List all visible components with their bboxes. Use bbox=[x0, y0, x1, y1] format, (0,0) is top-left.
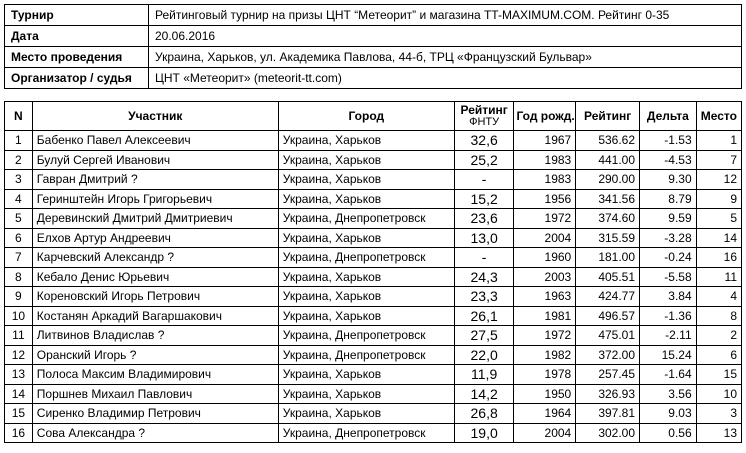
results-table bbox=[4, 101, 742, 443]
info-row-organizer bbox=[5, 68, 742, 89]
header-city: Город bbox=[278, 102, 454, 131]
cell-n: 10 bbox=[5, 306, 33, 326]
cell-birth-year: 1982 bbox=[514, 345, 576, 365]
cell-rating: 374.60 bbox=[576, 209, 640, 229]
table-row bbox=[5, 384, 742, 404]
cell-player: Деревинский Дмитрий Дмитриевич bbox=[32, 209, 278, 229]
cell-rating: 341.56 bbox=[576, 189, 640, 209]
info-row-venue bbox=[5, 47, 742, 68]
info-key: Турнир bbox=[5, 5, 149, 26]
header-place: Место bbox=[696, 102, 741, 131]
cell-rating-fntu: 23,3 bbox=[454, 287, 514, 307]
info-key: Организатор / судья bbox=[5, 68, 149, 89]
table-row bbox=[5, 423, 742, 443]
cell-city: Украина, Харьков bbox=[278, 150, 454, 170]
cell-n: 5 bbox=[5, 209, 33, 229]
cell-delta: 15.24 bbox=[640, 345, 697, 365]
cell-place: 2 bbox=[696, 326, 741, 346]
table-row bbox=[5, 228, 742, 248]
table-row bbox=[5, 365, 742, 385]
cell-place: 13 bbox=[696, 423, 741, 443]
cell-city: Украина, Днепропетровск bbox=[278, 423, 454, 443]
header-rating-fntu bbox=[454, 102, 514, 131]
cell-delta: -1.36 bbox=[640, 306, 697, 326]
cell-city: Украина, Харьков bbox=[278, 384, 454, 404]
cell-delta: 0.56 bbox=[640, 423, 697, 443]
cell-birth-year: 1956 bbox=[514, 189, 576, 209]
cell-birth-year: 1978 bbox=[514, 365, 576, 385]
cell-n: 3 bbox=[5, 170, 33, 190]
cell-birth-year: 1950 bbox=[514, 384, 576, 404]
table-row bbox=[5, 248, 742, 268]
cell-rating: 536.62 bbox=[576, 131, 640, 151]
cell-rating-fntu: - bbox=[454, 248, 514, 268]
cell-rating-fntu: 13,0 bbox=[454, 228, 514, 248]
cell-player: Сиренко Владимир Петрович bbox=[32, 404, 278, 424]
cell-place: 15 bbox=[696, 365, 741, 385]
cell-player: Оранский Игорь ? bbox=[32, 345, 278, 365]
cell-place: 5 bbox=[696, 209, 741, 229]
info-key: Дата bbox=[5, 26, 149, 47]
cell-n: 13 bbox=[5, 365, 33, 385]
header-rating-fntu-label: Рейтинг bbox=[460, 103, 508, 117]
info-value: Рейтинговый турнир на призы ЦНТ “Метеорит” и магазина TT-MAXIMUM.COM. Рейтинг 0-35 bbox=[149, 5, 742, 26]
header-rating-fntu-sub: ФНТУ bbox=[469, 116, 500, 128]
info-value: 20.06.2016 bbox=[149, 26, 742, 47]
cell-rating: 315.59 bbox=[576, 228, 640, 248]
table-row bbox=[5, 326, 742, 346]
cell-city: Украина, Харьков bbox=[278, 404, 454, 424]
cell-place: 3 bbox=[696, 404, 741, 424]
cell-place: 14 bbox=[696, 228, 741, 248]
cell-rating: 397.81 bbox=[576, 404, 640, 424]
cell-city: Украина, Харьков bbox=[278, 287, 454, 307]
cell-player: Булуй Сергей Иванович bbox=[32, 150, 278, 170]
cell-rating: 405.51 bbox=[576, 267, 640, 287]
cell-rating: 302.00 bbox=[576, 423, 640, 443]
cell-city: Украина, Харьков bbox=[278, 170, 454, 190]
cell-n: 1 bbox=[5, 131, 33, 151]
cell-delta: -5.58 bbox=[640, 267, 697, 287]
table-row bbox=[5, 170, 742, 190]
cell-delta: 9.59 bbox=[640, 209, 697, 229]
cell-birth-year: 2004 bbox=[514, 228, 576, 248]
cell-rating: 257.45 bbox=[576, 365, 640, 385]
table-row bbox=[5, 287, 742, 307]
cell-rating: 326.93 bbox=[576, 384, 640, 404]
cell-birth-year: 1967 bbox=[514, 131, 576, 151]
table-row bbox=[5, 345, 742, 365]
cell-rating: 290.00 bbox=[576, 170, 640, 190]
cell-city: Украина, Днепропетровск bbox=[278, 248, 454, 268]
cell-city: Украина, Харьков bbox=[278, 306, 454, 326]
cell-player: Елхов Артур Андреевич bbox=[32, 228, 278, 248]
cell-place: 4 bbox=[696, 287, 741, 307]
cell-n: 14 bbox=[5, 384, 33, 404]
cell-rating: 475.01 bbox=[576, 326, 640, 346]
cell-birth-year: 1983 bbox=[514, 170, 576, 190]
cell-player: Бабенко Павел Алексеевич bbox=[32, 131, 278, 151]
table-row bbox=[5, 306, 742, 326]
cell-rating: 424.77 bbox=[576, 287, 640, 307]
results-body bbox=[5, 131, 742, 443]
header-player: Участник bbox=[32, 102, 278, 131]
tournament-info-table bbox=[4, 4, 742, 89]
cell-birth-year: 1963 bbox=[514, 287, 576, 307]
cell-place: 8 bbox=[696, 306, 741, 326]
cell-delta: 3.56 bbox=[640, 384, 697, 404]
cell-place: 10 bbox=[696, 384, 741, 404]
table-row bbox=[5, 209, 742, 229]
cell-delta: -0.24 bbox=[640, 248, 697, 268]
cell-player: Кебало Денис Юрьевич bbox=[32, 267, 278, 287]
cell-n: 2 bbox=[5, 150, 33, 170]
cell-n: 12 bbox=[5, 345, 33, 365]
cell-place: 16 bbox=[696, 248, 741, 268]
cell-city: Украина, Днепропетровск bbox=[278, 326, 454, 346]
cell-delta: -2.11 bbox=[640, 326, 697, 346]
cell-player: Костанян Аркадий Вагаршакович bbox=[32, 306, 278, 326]
cell-n: 16 bbox=[5, 423, 33, 443]
cell-delta: 9.03 bbox=[640, 404, 697, 424]
cell-place: 9 bbox=[696, 189, 741, 209]
cell-birth-year: 1972 bbox=[514, 326, 576, 346]
cell-player: Геринштейн Игорь Григорьевич bbox=[32, 189, 278, 209]
header-birth-year: Год рожд. bbox=[514, 102, 576, 131]
cell-player: Сова Александра ? bbox=[32, 423, 278, 443]
cell-rating-fntu: 24,3 bbox=[454, 267, 514, 287]
cell-n: 8 bbox=[5, 267, 33, 287]
cell-city: Украина, Харьков bbox=[278, 267, 454, 287]
cell-rating-fntu: 26,8 bbox=[454, 404, 514, 424]
table-row bbox=[5, 189, 742, 209]
cell-city: Украина, Харьков bbox=[278, 228, 454, 248]
cell-place: 1 bbox=[696, 131, 741, 151]
info-key: Место проведения bbox=[5, 47, 149, 68]
cell-player: Полоса Максим Владимирович bbox=[32, 365, 278, 385]
cell-rating-fntu: 32,6 bbox=[454, 131, 514, 151]
cell-city: Украина, Харьков bbox=[278, 189, 454, 209]
cell-rating-fntu: - bbox=[454, 170, 514, 190]
cell-rating-fntu: 14,2 bbox=[454, 384, 514, 404]
cell-rating-fntu: 25,2 bbox=[454, 150, 514, 170]
info-row-date bbox=[5, 26, 742, 47]
cell-n: 15 bbox=[5, 404, 33, 424]
cell-n: 7 bbox=[5, 248, 33, 268]
cell-rating-fntu: 22,0 bbox=[454, 345, 514, 365]
cell-delta: 8.79 bbox=[640, 189, 697, 209]
cell-birth-year: 2003 bbox=[514, 267, 576, 287]
cell-birth-year: 1983 bbox=[514, 150, 576, 170]
cell-city: Украина, Харьков bbox=[278, 365, 454, 385]
cell-city: Украина, Днепропетровск bbox=[278, 209, 454, 229]
cell-city: Украина, Днепропетровск bbox=[278, 345, 454, 365]
cell-n: 4 bbox=[5, 189, 33, 209]
cell-birth-year: 1972 bbox=[514, 209, 576, 229]
header-n: N bbox=[5, 102, 33, 131]
cell-n: 6 bbox=[5, 228, 33, 248]
cell-birth-year: 1981 bbox=[514, 306, 576, 326]
cell-rating-fntu: 27,5 bbox=[454, 326, 514, 346]
cell-rating-fntu: 23,6 bbox=[454, 209, 514, 229]
cell-rating: 372.00 bbox=[576, 345, 640, 365]
cell-delta: 9.30 bbox=[640, 170, 697, 190]
cell-player: Карчевский Александр ? bbox=[32, 248, 278, 268]
cell-rating: 441.00 bbox=[576, 150, 640, 170]
results-header-row bbox=[5, 102, 742, 131]
header-rating: Рейтинг bbox=[576, 102, 640, 131]
cell-rating: 181.00 bbox=[576, 248, 640, 268]
cell-place: 11 bbox=[696, 267, 741, 287]
cell-delta: -4.53 bbox=[640, 150, 697, 170]
cell-delta: 3.84 bbox=[640, 287, 697, 307]
info-row-tournament bbox=[5, 5, 742, 26]
info-value: Украина, Харьков, ул. Академика Павлова, 44-б, ТРЦ «Французский Бульвар» bbox=[149, 47, 742, 68]
table-row bbox=[5, 150, 742, 170]
cell-delta: -1.64 bbox=[640, 365, 697, 385]
cell-delta: -3.28 bbox=[640, 228, 697, 248]
cell-place: 12 bbox=[696, 170, 741, 190]
table-row bbox=[5, 131, 742, 151]
cell-birth-year: 1960 bbox=[514, 248, 576, 268]
cell-player: Литвинов Владислав ? bbox=[32, 326, 278, 346]
cell-player: Гавран Дмитрий ? bbox=[32, 170, 278, 190]
cell-delta: -1.53 bbox=[640, 131, 697, 151]
cell-rating-fntu: 11,9 bbox=[454, 365, 514, 385]
table-row bbox=[5, 267, 742, 287]
cell-rating: 496.57 bbox=[576, 306, 640, 326]
cell-rating-fntu: 19,0 bbox=[454, 423, 514, 443]
cell-birth-year: 1964 bbox=[514, 404, 576, 424]
cell-n: 11 bbox=[5, 326, 33, 346]
cell-birth-year: 2004 bbox=[514, 423, 576, 443]
cell-place: 6 bbox=[696, 345, 741, 365]
table-row bbox=[5, 404, 742, 424]
cell-n: 9 bbox=[5, 287, 33, 307]
info-value: ЦНТ «Метеорит» (meteorit-tt.com) bbox=[149, 68, 742, 89]
cell-player: Кореновский Игорь Петрович bbox=[32, 287, 278, 307]
cell-rating-fntu: 26,1 bbox=[454, 306, 514, 326]
header-delta: Дельта bbox=[640, 102, 697, 131]
cell-city: Украина, Харьков bbox=[278, 131, 454, 151]
cell-player: Поршнев Михаил Павлович bbox=[32, 384, 278, 404]
cell-place: 7 bbox=[696, 150, 741, 170]
cell-rating-fntu: 15,2 bbox=[454, 189, 514, 209]
